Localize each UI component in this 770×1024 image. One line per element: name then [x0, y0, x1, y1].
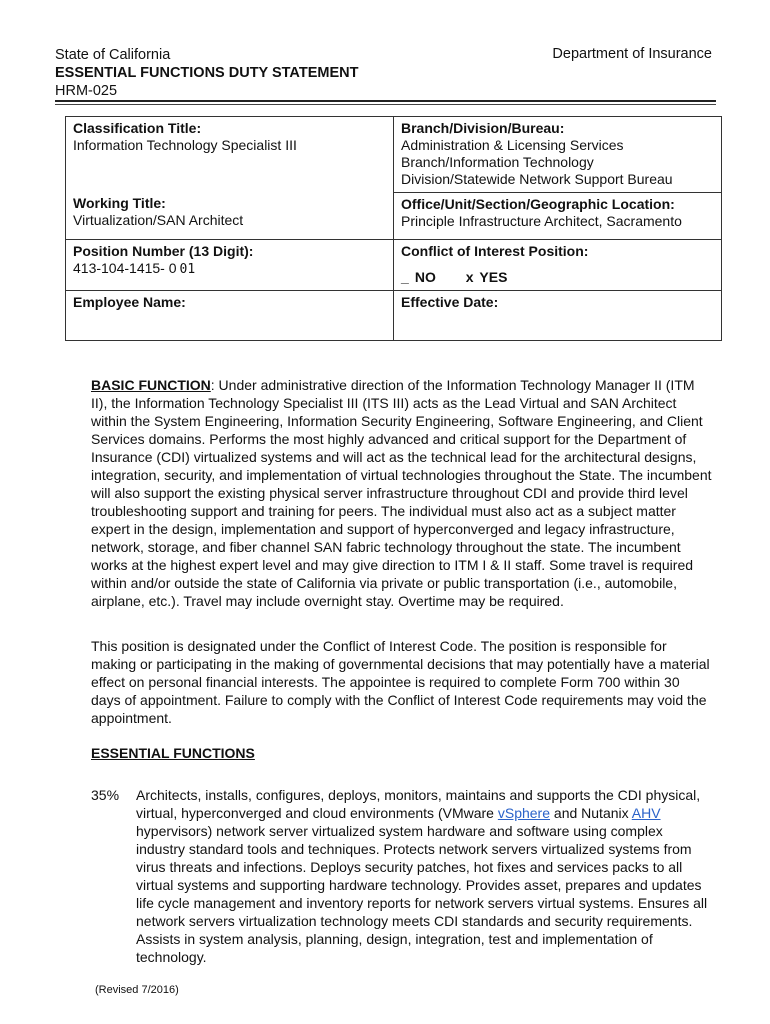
branch-label: Branch/Division/Bureau: — [401, 120, 565, 136]
position-number-label: Position Number (13 Digit): — [73, 243, 254, 259]
no-checkbox[interactable]: _ — [401, 269, 409, 285]
vsphere-link[interactable]: vSphere — [497, 805, 551, 821]
working-title-cell — [66, 192, 394, 240]
effective-date-cell[interactable] — [394, 291, 722, 341]
item-text-part: and Nutanix — [550, 805, 632, 821]
position-number-value — [73, 260, 386, 278]
document-header — [55, 46, 358, 100]
position-number-text: 413-104-1415- 0 — [73, 260, 177, 276]
effective-date-label: Effective Date: — [401, 294, 499, 310]
header-divider — [55, 100, 716, 102]
employee-name-cell[interactable] — [66, 291, 394, 341]
conflict-options — [401, 269, 714, 286]
basic-function-text: : Under administrative direction of the Information Technology Manager II (ITM II), the Information Technology Specialist III (ITS III) acts as the Lead Virtual and SAN Architect within the System Engineering, Information Security Engineering, Software Engineering, and Client Services domains. Performs the most highly advanced and critical support for the Department of Insurance (CDI) virtualized systems and will act as the technical lead for the architectural designs, integration, security, and implementation of virtual technologies throughout the State. The incumbent will also support the existing physical server infrastructure throughout CDI and provide third level troubleshooting support and training for peers. The individual must also act as a subject matter expert in the design, implementation and support of hyperconverged and legacy infrastructure, network, storage, and fiber channel SAN fabric technology throughout the state. The incumbent works at the highest expert level and may give direction to ITM I & II staff. Some travel is required within and/or outside the state of California via private or public transportation (i.e., automobile, airplane, etc.). Travel may include overnight stay. Overtime may be required. — [91, 377, 712, 609]
classification-cell — [66, 117, 394, 193]
yes-option-label: YES — [479, 269, 508, 285]
document-title: ESSENTIAL FUNCTIONS DUTY STATEMENT — [55, 65, 359, 81]
position-info-table — [65, 116, 722, 341]
office-value: Principle Infrastructure Architect, Sacramento — [401, 212, 682, 229]
basic-function-heading: BASIC FUNCTION — [91, 377, 211, 393]
office-label: Office/Unit/Section/Geographic Location: — [401, 195, 675, 212]
branch-value: Branch/Information Technology — [401, 154, 594, 170]
revision-footer: (Revised 7/2016) — [95, 984, 179, 996]
state-label: State of California — [55, 47, 171, 63]
item-text-part: Architects, installs, configures, deploys, monitors, maintains and supports the CDI physical, virtual, hyperconverged and cloud environments (VMware — [136, 787, 701, 821]
essential-function-item — [91, 786, 711, 966]
branch-cell — [394, 117, 722, 193]
position-number-cell — [66, 240, 394, 291]
yes-checkbox[interactable]: x — [465, 269, 474, 285]
essential-functions-heading: ESSENTIAL FUNCTIONS — [91, 745, 255, 761]
item-text — [136, 786, 711, 966]
ahv-link[interactable]: AHV — [631, 805, 661, 821]
no-option-label: NO — [414, 269, 436, 285]
working-title-value: Virtualization/SAN Architect — [73, 212, 244, 228]
conflict-paragraph: This position is designated under the Conflict of Interest Code. The position is responsible for making or participating in the making of governmental decisions that may potentially have a material effect on personal financial interests. The appointee is required to complete Form 700 within 30 days of appointment. Failure to comply with the Conflict of Interest Code requirements may void the appointment. — [91, 638, 710, 726]
conflict-label: Conflict of Interest Position: — [401, 243, 589, 259]
basic-function-paragraph — [91, 376, 712, 610]
branch-value: Administration & Licensing Services — [401, 137, 624, 153]
employee-name-label: Employee Name: — [73, 294, 186, 310]
form-number: HRM-025 — [55, 83, 118, 99]
branch-value: Division/Statewide Network Support Bureau — [401, 171, 673, 187]
classification-value: Information Technology Specialist III — [73, 137, 297, 153]
working-title-label: Working Title: — [73, 195, 166, 211]
classification-label: Classification Title: — [73, 120, 202, 136]
conflict-cell — [394, 240, 722, 291]
department-label: Department of Insurance — [552, 46, 712, 62]
item-text-part: hypervisors) network server virtualized system hardware and software using complex industry standard tools and techniques. Protects network servers virtualized systems from virus threats and infections. Deploys security patches, hot fixes and services packs to all virtual systems and supporting hardware technology. Provides asset, prepares and updates life cycle management and inventory reports for network servers virtual systems. Ensures all network servers virtualization technology meets CDI standards and security requirements. Assists in system analysis, planning, design, integration, test and implementation of technology. — [136, 823, 708, 965]
item-percent: 35% — [91, 787, 120, 803]
handwritten-digits: 01 — [179, 262, 196, 277]
header-divider-thin — [55, 104, 716, 105]
office-cell — [394, 192, 722, 240]
